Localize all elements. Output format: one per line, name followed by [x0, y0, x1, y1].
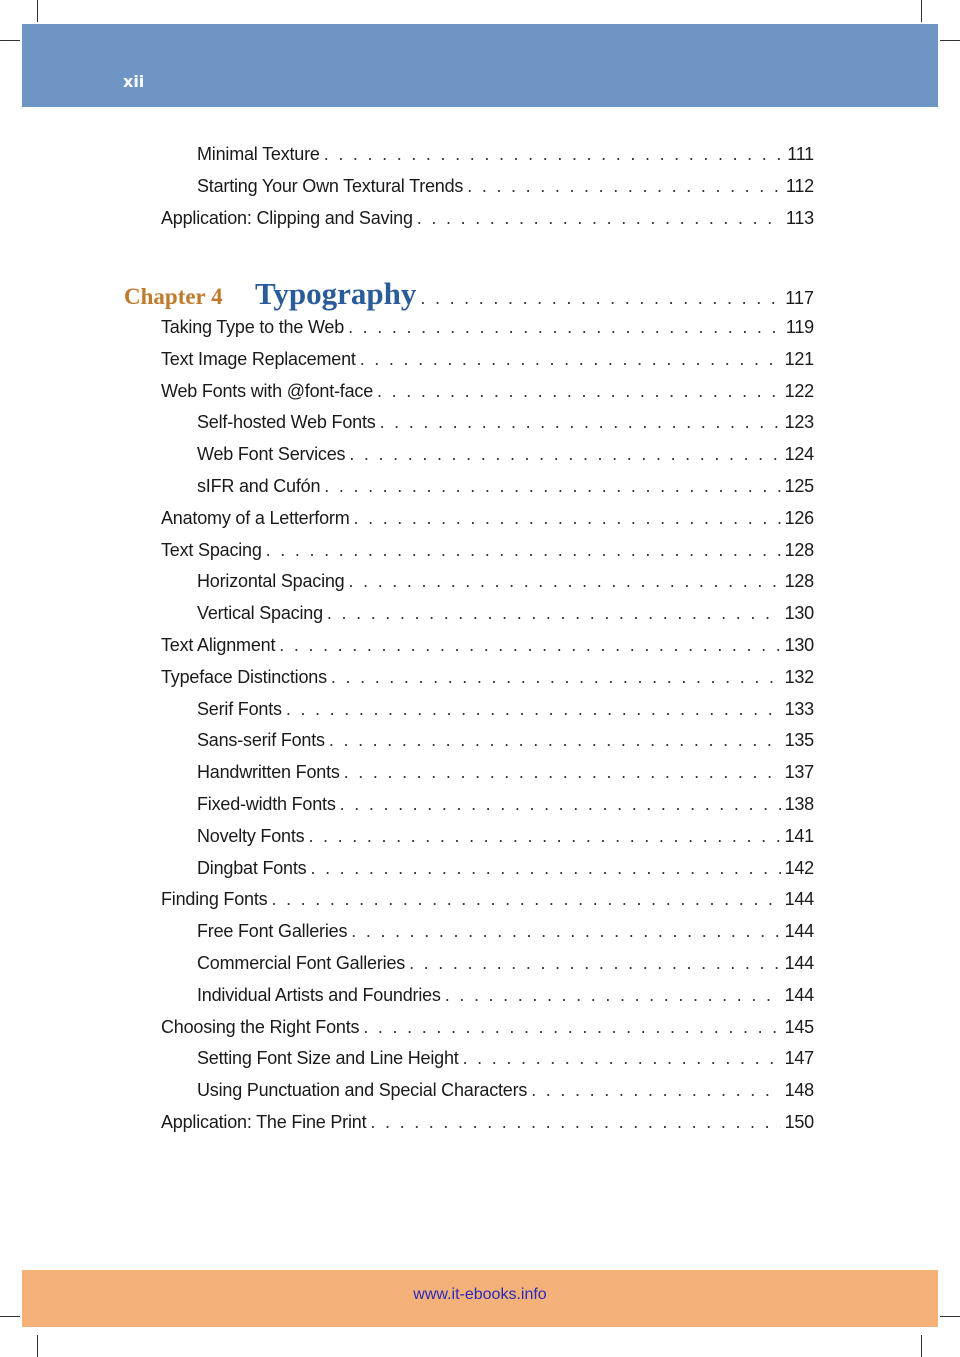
- leader-dots: [324, 476, 780, 497]
- toc-entry-title: Web Fonts with @font-face: [161, 380, 374, 401]
- toc-entry-page: 144: [784, 953, 814, 973]
- leader-dots: [271, 889, 780, 910]
- crop-mark: [37, 1335, 38, 1357]
- toc-entry[interactable]: [197, 858, 814, 882]
- toc-entry-title: Free Font Galleries: [197, 921, 348, 942]
- toc-entry[interactable]: [161, 667, 814, 691]
- crop-mark: [0, 40, 20, 41]
- leader-dots: [329, 730, 781, 751]
- crop-mark: [940, 40, 960, 41]
- toc-entry[interactable]: [161, 349, 814, 373]
- toc-entry-title: Choosing the Right Fonts: [161, 1016, 360, 1037]
- toc-entry[interactable]: [197, 699, 814, 723]
- leader-dots: [351, 921, 780, 942]
- toc-entry[interactable]: [197, 826, 814, 850]
- leader-dots: [344, 762, 781, 783]
- toc-entry[interactable]: [161, 540, 814, 564]
- chapter-label: Chapter 4: [124, 284, 223, 309]
- chapter-heading[interactable]: [124, 276, 814, 312]
- toc-entry-title: Serif Fonts: [197, 698, 282, 719]
- toc-entry-page: 125: [784, 476, 814, 496]
- toc-entry[interactable]: [197, 730, 814, 754]
- toc-entry-title: Application: The Fine Print: [161, 1112, 367, 1132]
- toc-entry[interactable]: [197, 921, 814, 945]
- toc-entry-page: 150: [784, 1112, 814, 1132]
- toc-entry-title: Fixed-width Fonts: [197, 794, 336, 814]
- toc-entry-page: 121: [784, 348, 814, 369]
- toc-entry-page: 138: [784, 794, 814, 814]
- toc-entry-title: Application: Clipping and Saving: [161, 208, 413, 228]
- toc-entry-title: Starting Your Own Textural Trends: [197, 176, 464, 196]
- toc-entry[interactable]: [161, 208, 814, 232]
- leader-dots: [377, 381, 781, 402]
- toc-entry[interactable]: [197, 176, 814, 200]
- toc-entry-page: 111: [787, 144, 814, 164]
- leader-dots: [279, 635, 780, 656]
- toc-entry-title: Taking Type to the Web: [161, 317, 345, 337]
- toc-entry-page: 148: [784, 1080, 814, 1101]
- leader-dots: [340, 794, 781, 815]
- toc-entry-page: 147: [784, 1048, 814, 1069]
- leader-dots: [417, 208, 782, 229]
- toc-entry-title: Minimal Texture: [197, 144, 320, 164]
- leader-dots: [327, 603, 781, 624]
- toc-entry[interactable]: [197, 762, 814, 786]
- toc-entry-title: Horizontal Spacing: [197, 571, 345, 592]
- crop-mark: [921, 1335, 922, 1357]
- toc-entry-title: Handwritten Fonts: [197, 762, 340, 783]
- toc-entry[interactable]: [161, 1112, 814, 1136]
- toc-entry[interactable]: [197, 1080, 814, 1104]
- leader-dots: [349, 444, 780, 465]
- toc-entry-page: 144: [784, 921, 814, 942]
- toc-entry-title: Vertical Spacing: [197, 603, 323, 624]
- toc-entry-page: 142: [784, 857, 814, 878]
- toc-entry-page: 126: [784, 507, 814, 528]
- toc-entry-page: 124: [784, 444, 814, 465]
- toc-entry-title: Anatomy of a Letterform: [161, 507, 350, 528]
- toc-entry[interactable]: [197, 476, 814, 500]
- toc-entry-page: 119: [785, 317, 814, 337]
- toc-entry[interactable]: [161, 317, 814, 341]
- toc-entry-page: 113: [785, 208, 814, 228]
- leader-dots: [308, 826, 780, 847]
- leader-dots: [331, 667, 781, 688]
- toc-entry[interactable]: [197, 953, 814, 977]
- toc-entry[interactable]: [197, 444, 814, 468]
- crop-mark: [940, 1316, 960, 1317]
- crop-mark: [37, 0, 38, 22]
- leader-dots: [380, 412, 781, 433]
- toc-entry-title: Finding Fonts: [161, 889, 268, 910]
- leader-dots: [370, 1112, 780, 1133]
- toc-entry-page: 130: [784, 635, 814, 655]
- toc-entry-title: Sans-serif Fonts: [197, 730, 325, 751]
- toc-entry-page: 135: [784, 730, 814, 751]
- toc-entry-page: 133: [784, 698, 814, 719]
- leader-dots: [348, 317, 782, 338]
- leader-dots: [266, 540, 781, 561]
- toc-entry[interactable]: [161, 1017, 814, 1041]
- toc-entry[interactable]: [197, 571, 814, 595]
- toc-entry-page: 123: [784, 412, 814, 433]
- page-number: xii: [123, 72, 145, 91]
- toc-entry[interactable]: [197, 412, 814, 436]
- toc-entry-title: Text Spacing: [161, 539, 262, 560]
- toc-entry-page: 145: [784, 1016, 814, 1037]
- header-band: [22, 24, 938, 107]
- toc-entry-page: 122: [784, 380, 814, 401]
- leader-dots: [286, 699, 781, 720]
- toc-entry[interactable]: [161, 889, 814, 913]
- leader-dots: [463, 1048, 781, 1069]
- toc-entry-title: Dingbat Fonts: [197, 857, 307, 878]
- leader-dots: [420, 288, 781, 309]
- leader-dots: [445, 985, 781, 1006]
- leader-dots: [467, 176, 782, 197]
- toc-entry-page: 128: [784, 539, 814, 560]
- toc-entry-page: 144: [784, 984, 814, 1005]
- toc-entry-title: Individual Artists and Foundries: [197, 984, 441, 1005]
- toc-entry-title: Typeface Distinctions: [161, 666, 327, 687]
- leader-dots: [310, 858, 780, 879]
- toc-entry[interactable]: [161, 635, 814, 659]
- chapter-page: 117: [785, 288, 814, 308]
- leader-dots: [348, 571, 780, 592]
- toc-entry-page: 128: [784, 571, 814, 592]
- leader-dots: [409, 953, 781, 974]
- chapter-title: Typography: [255, 276, 417, 311]
- toc-entry-title: sIFR and Cufón: [197, 476, 321, 496]
- leader-dots: [531, 1080, 780, 1101]
- leader-dots: [324, 144, 784, 165]
- toc-entry-page: 141: [784, 825, 814, 846]
- toc-entry[interactable]: [197, 794, 814, 818]
- toc-entry-page: 137: [784, 762, 814, 783]
- toc-entry-page: 132: [784, 666, 814, 687]
- toc-entry-title: Text Image Replacement: [161, 348, 356, 369]
- toc-entry-title: Commercial Font Galleries: [197, 953, 406, 973]
- toc-entry[interactable]: [197, 1048, 814, 1072]
- toc-entry-page: 112: [785, 176, 814, 196]
- toc-entry[interactable]: [197, 985, 814, 1009]
- toc-entry[interactable]: [197, 144, 814, 168]
- crop-mark: [921, 0, 922, 22]
- toc-entry[interactable]: [197, 603, 814, 627]
- crop-mark: [0, 1316, 20, 1317]
- leader-dots: [354, 508, 781, 529]
- toc-entry-title: Self-hosted Web Fonts: [197, 412, 376, 433]
- footer-url-link[interactable]: www.it-ebooks.info: [413, 1286, 547, 1303]
- toc-entry-page: 130: [784, 603, 814, 624]
- toc-entry[interactable]: [161, 508, 814, 532]
- leader-dots: [360, 349, 781, 370]
- toc-entry-title: Web Font Services: [197, 444, 346, 465]
- toc-entry-title: Novelty Fonts: [197, 825, 305, 846]
- toc-entry-title: Text Alignment: [161, 635, 276, 655]
- toc-entry-page: 144: [784, 889, 814, 910]
- toc-entry-title: Using Punctuation and Special Characters: [197, 1080, 528, 1101]
- leader-dots: [363, 1017, 780, 1038]
- toc-entry[interactable]: [161, 381, 814, 405]
- toc-entry-title: Setting Font Size and Line Height: [197, 1048, 459, 1069]
